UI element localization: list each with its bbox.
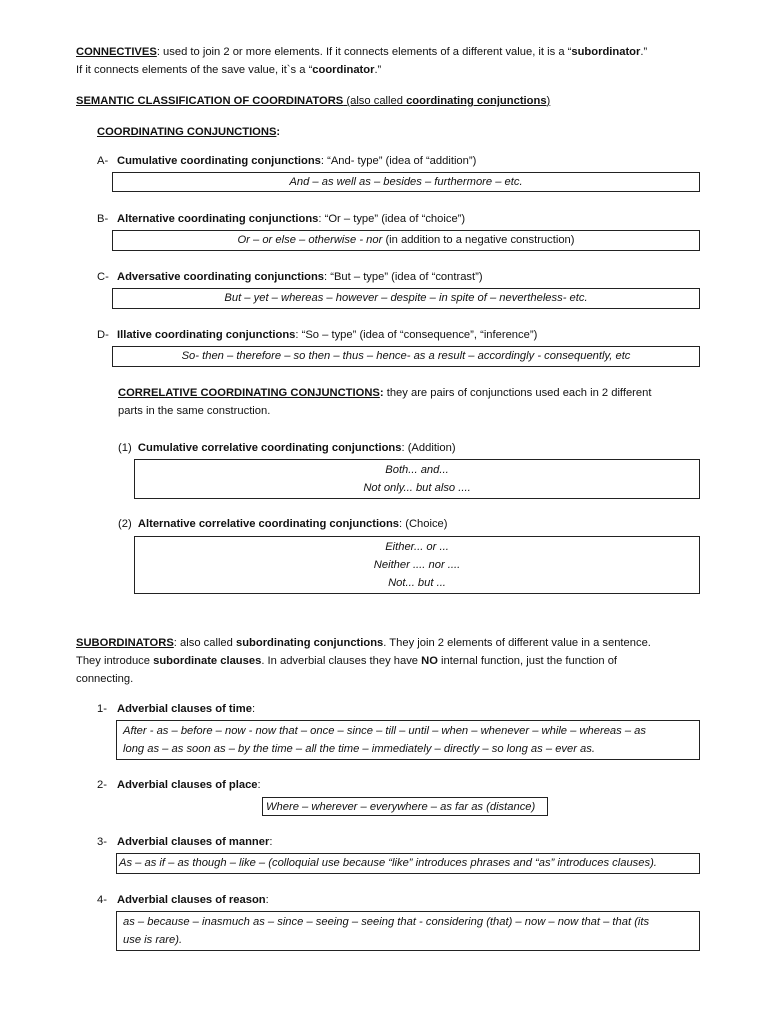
coord-item-a: A- Cumulative coordinating conjunctions: “And- type” (idea of “addition”): [97, 155, 477, 167]
connectives-line1: CONNECTIVES: used to join 2 or more elements. If it connects elements of a different value, it is a “subordinator.”: [76, 46, 648, 58]
coordinating-heading-line: COORDINATING CONJUNCTIONS:: [97, 126, 281, 138]
correlative-item-1: (1) Cumulative correlative coordinating conjunctions: (Addition): [118, 442, 456, 454]
coord-box-d: So- then – therefore – so then – thus – hence- as a result – accordingly - consequently, etc: [112, 346, 700, 367]
coord-box-b: Or – or else – otherwise - nor (in addition to a negative construction): [112, 230, 700, 251]
coord-box-c: But – yet – whereas – however – despite – in spite of – nevertheless- etc.: [112, 288, 700, 309]
coordinating-heading: COORDINATING CONJUNCTIONS: [97, 126, 277, 138]
sub-box-place: Where – wherever – everywhere – as far as (distance): [262, 797, 548, 816]
subordinators-line1: SUBORDINATORS: also called subordinating conjunctions. They join 2 elements of different value in a sentence.: [76, 637, 651, 649]
subordinators-line3: connecting.: [76, 673, 134, 685]
correlative-item-2: (2) Alternative correlative coordinating conjunctions: (Choice): [118, 518, 448, 530]
correlative-heading: CORRELATIVE COORDINATING CONJUNCTIONS: [118, 387, 380, 399]
sub-item-reason: 4- Adverbial clauses of reason:: [97, 894, 269, 906]
correlative-line2: parts in the same construction.: [118, 405, 271, 417]
connectives-heading: CONNECTIVES: [76, 46, 157, 58]
coord-item-b: B- Alternative coordinating conjunctions: “Or – type” (idea of “choice”): [97, 213, 466, 225]
sub-item-manner: 3- Adverbial clauses of manner:: [97, 836, 273, 848]
sub-box-reason: as – because – inasmuch as – since – seeing – seeing that - considering (that) – now – now that – that (its use is rare).: [116, 911, 700, 951]
semantic-heading-line: SEMANTIC CLASSIFICATION OF COORDINATORS (also called coordinating conjunctions): [76, 95, 551, 107]
correlative-box-1: Both... and... Not only... but also ....: [134, 459, 700, 499]
coord-item-c: C- Adversative coordinating conjunctions: “But – type” (idea of “contrast”): [97, 271, 483, 283]
semantic-heading: SEMANTIC CLASSIFICATION OF COORDINATORS: [76, 95, 344, 107]
coord-item-d: D- Illative coordinating conjunctions: “So – type” (idea of “consequence”, “inference”): [97, 329, 538, 341]
sub-box-time: After - as – before – now - now that – once – since – till – until – when – whenever – while – whereas – as long as – as soon as – by the time – all the time – immediately – directly – so long as – ever as.: [116, 720, 700, 760]
coord-box-a: And – as well as – besides – furthermore – etc.: [112, 172, 700, 192]
subordinators-heading: SUBORDINATORS: [76, 637, 174, 649]
correlative-box-2: Either... or ... Neither .... nor .... Not... but ...: [134, 536, 700, 594]
sub-item-time: 1- Adverbial clauses of time:: [97, 703, 256, 715]
subordinators-line2: They introduce subordinate clauses. In adverbial clauses they have NO internal function, just the function of: [76, 655, 618, 667]
sub-item-place: 2- Adverbial clauses of place:: [97, 779, 261, 791]
correlative-line1: CORRELATIVE COORDINATING CONJUNCTIONS: they are pairs of conjunctions used each in 2 different: [118, 387, 652, 399]
sub-box-manner: As – as if – as though – like – (colloquial use because “like” introduces phrases and “as” introduces clauses).: [116, 853, 700, 874]
connectives-line2: If it connects elements of the save value, it`s a “coordinator.”: [76, 64, 382, 76]
